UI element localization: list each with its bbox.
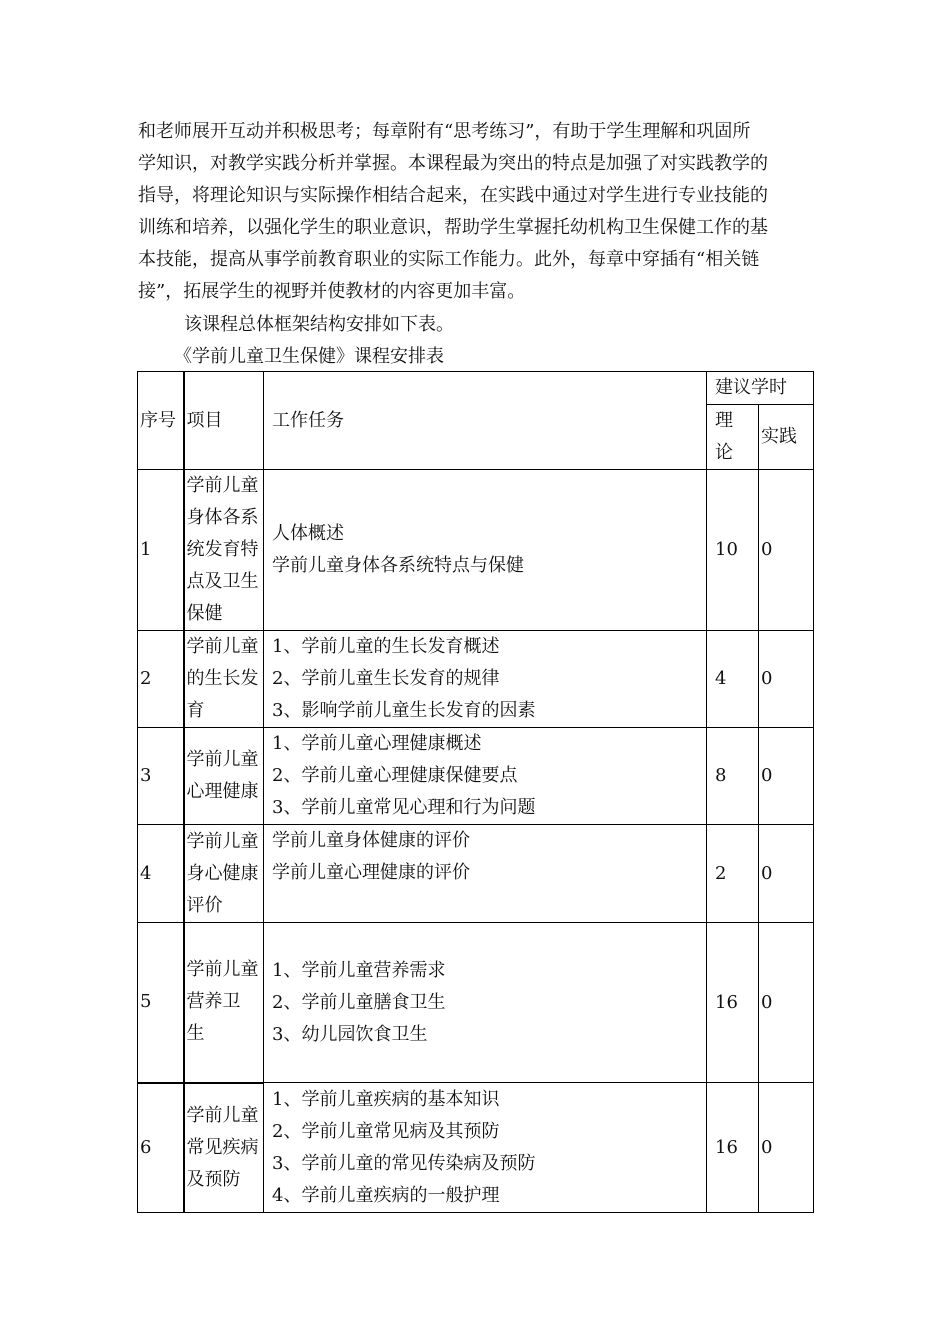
row-index: 5 (138, 923, 184, 1083)
header-task: 工作任务 (264, 372, 707, 470)
row-index: 1 (138, 470, 184, 631)
table-caption: 《学前儿童卫生保健》课程安排表 (174, 346, 444, 367)
row-project: 学前儿童 心理健康 (184, 728, 264, 825)
paragraph-line: 指导，将理论知识与实际操作相结合起来，在实践中通过对学生进行专业技能的 (138, 185, 768, 206)
paragraph-line: 训练和培养，以强化学生的职业意识，帮助学生掌握托幼机构卫生保健工作的基 (138, 217, 768, 238)
row-theory-hours: 8 (707, 728, 759, 825)
row-project: 学前儿童 身体各系 统发育特 点及卫生 保健 (184, 470, 264, 631)
table-row (138, 470, 814, 631)
header-theory: 理 论 (707, 405, 759, 470)
row-index: 2 (138, 631, 184, 728)
table-row (138, 631, 814, 728)
paragraph-line: 和老师展开互动并积极思考；每章附有“思考练习”，有助于学生理解和巩固所 (138, 121, 751, 142)
row-practice-hours: 0 (759, 825, 814, 923)
row-theory-hours: 4 (707, 631, 759, 728)
row-theory-hours: 16 (707, 923, 759, 1083)
header-suggested-hours: 建议学时 (707, 372, 814, 405)
row-practice-hours: 0 (759, 1083, 814, 1213)
row-tasks: 1、学前儿童疾病的基本知识 2、学前儿童常见病及其预防 3、学前儿童的常见传染病及预防 4、学前儿童疾病的一般护理 (264, 1083, 707, 1213)
row-index: 6 (138, 1083, 184, 1213)
paragraph-line: 本技能，提高从事学前教育职业的实际工作能力。此外，每章中穿插有“相关链 (138, 249, 760, 270)
table-row (138, 825, 814, 923)
row-tasks: 人体概述 学前儿童身体各系统特点与保健 (264, 470, 707, 631)
course-schedule-table (137, 371, 814, 1213)
row-tasks: 1、学前儿童的生长发育概述 2、学前儿童生长发育的规律 3、影响学前儿童生长发育的因素 (264, 631, 707, 728)
row-practice-hours: 0 (759, 923, 814, 1083)
row-practice-hours: 0 (759, 470, 814, 631)
paragraph-line: 学知识，对教学实践分析并掌握。本课程最为突出的特点是加强了对实践教学的 (138, 153, 768, 174)
row-theory-hours: 16 (707, 1083, 759, 1213)
row-practice-hours: 0 (759, 728, 814, 825)
table-header-row (138, 372, 814, 405)
row-tasks: 1、学前儿童营养需求 2、学前儿童膳食卫生 3、幼儿园饮食卫生 (264, 923, 707, 1083)
row-tasks: 1、学前儿童心理健康概述 2、学前儿童心理健康保健要点 3、学前儿童常见心理和行为问题 (264, 728, 707, 825)
row-project: 学前儿童 的生长发 育 (184, 631, 264, 728)
row-project: 学前儿童 营养卫 生 (184, 923, 264, 1083)
header-index: 序号 (138, 372, 184, 470)
row-theory-hours: 2 (707, 825, 759, 923)
row-index: 4 (138, 825, 184, 923)
row-tasks: 学前儿童身体健康的评价 学前儿童心理健康的评价 (264, 825, 707, 923)
row-theory-hours: 10 (707, 470, 759, 631)
body-paragraph (138, 116, 814, 308)
header-project: 项目 (184, 372, 264, 470)
row-practice-hours: 0 (759, 631, 814, 728)
row-project: 学前儿童 常见疾病 及预防 (184, 1083, 264, 1213)
paragraph-line: 接”，拓展学生的视野并使教材的内容更加丰富。 (138, 281, 526, 302)
header-practice: 实践 (759, 405, 814, 470)
table-row (138, 1083, 814, 1213)
intro-sentence: 该课程总体框架结构安排如下表。 (184, 314, 454, 335)
table-row (138, 923, 814, 1083)
row-project: 学前儿童 身心健康 评价 (184, 825, 264, 923)
row-index: 3 (138, 728, 184, 825)
table-row (138, 728, 814, 825)
